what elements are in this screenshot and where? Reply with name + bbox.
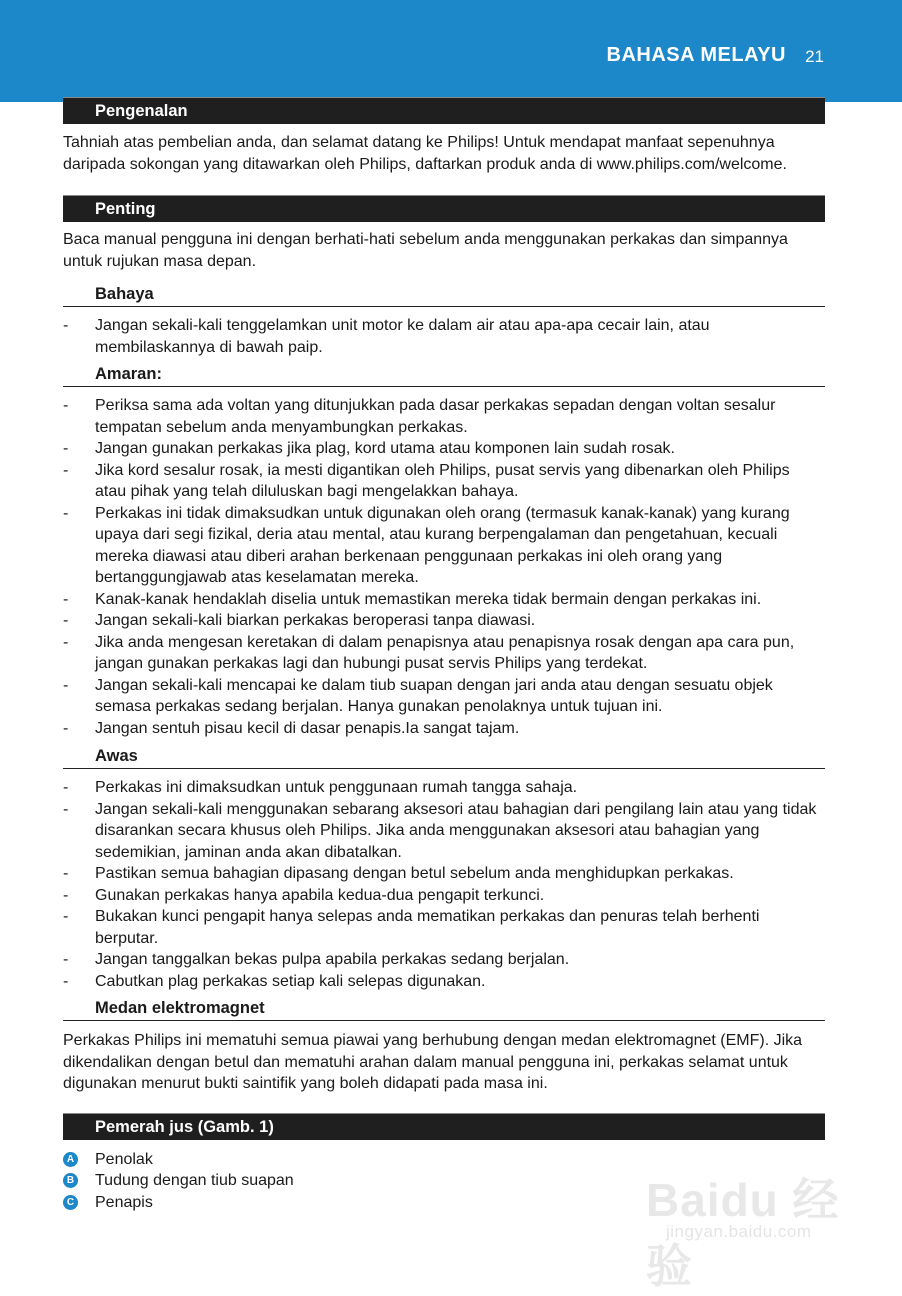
list-item: - Jangan tanggalkan bekas pulpa apabila perkakas sedang berjalan. bbox=[63, 951, 570, 968]
section-juicer-title: Pemerah jus (Gamb. 1) bbox=[63, 1113, 825, 1140]
intro-text: Tahniah atas pembelian anda, dan selamat datang ke Philips! Untuk mendapat manfaat sepenuhnya daripada sokongan yang ditawarkan oleh Philips, daftarkan produk anda di www.philips.com/welcome. bbox=[63, 134, 787, 173]
list-item: - Pastikan semua bahagian dipasang dengan betul sebelum anda menghidupkan perkakas. bbox=[63, 865, 734, 882]
page-number: 21 bbox=[805, 47, 824, 66]
legend-label: Tudung dengan tiub suapan bbox=[95, 1172, 294, 1189]
parts-legend bbox=[63, 1149, 825, 1214]
list-item: - Jika anda mengesan keretakan di dalam penapisnya atau penapisnya rosak dengan apa cara pun, jangan gunakan perkakas lagi dan hubungi pusat servis Philips yang terdekat. bbox=[63, 633, 795, 672]
header-band bbox=[0, 0, 902, 102]
important-text: Baca manual pengguna ini dengan berhati-hati sebelum anda menggunakan perkakas dan simpannya untuk rujukan masa depan. bbox=[63, 231, 788, 270]
list-item: - Periksa sama ada voltan yang ditunjukkan pada dasar perkakas sepadan dengan voltan sesalur tempatan sebelum anda menyambungkan perkakas. bbox=[63, 397, 776, 436]
list-item: - Jangan sekali-kali menggunakan sebarang aksesori atau bahagian dari pengilang lain atau yang tidak disarankan secara khusus oleh Philips. Jika anda menggunakan aksesori atau bahagian yang sedemikian, jaminan anda akan dibatalkan. bbox=[63, 800, 817, 861]
legend-label: Penolak bbox=[95, 1150, 153, 1168]
list-item: - Cabutkan plag perkakas setiap kali selepas digunakan. bbox=[63, 972, 486, 990]
language-title: BAHASA MELAYU bbox=[606, 44, 786, 66]
list-item: - Jangan sentuh pisau kecil di dasar penapis.Ia sangat tajam. bbox=[63, 719, 520, 737]
danger-list bbox=[63, 315, 825, 358]
badge-c-icon: C bbox=[63, 1195, 78, 1210]
watermark-url: jingyan.baidu.com bbox=[666, 1222, 812, 1241]
emf-text: Perkakas Philips ini mematuhi semua piawai yang berhubung dengan medan elektromagnet (EMF). Jika dikendalikan dengan betul dan mematuhi arahan dalam manual pengguna ini, perkakas selamat untuk digunakan menurut bukti saintifik yang boleh didapati pada masa ini. bbox=[63, 1032, 803, 1092]
watermark-logo: Baidu 经验 bbox=[646, 1174, 840, 1292]
list-item: - Perkakas ini dimaksudkan untuk penggunaan rumah tangga sahaja. bbox=[63, 779, 578, 796]
section-intro-title: Pengenalan bbox=[63, 97, 825, 124]
list-item: - Gunakan perkakas hanya apabila kedua-dua pengapit terkunci. bbox=[63, 886, 545, 904]
legend-label: Penapis bbox=[95, 1193, 153, 1211]
list-item: - Bukakan kunci pengapit hanya selepas anda mematikan perkakas dan penuras telah berhenti berputar. bbox=[63, 908, 760, 947]
badge-a-icon: A bbox=[63, 1152, 78, 1167]
list-item: - Perkakas ini tidak dimaksudkan untuk digunakan oleh orang (termasuk kanak-kanak) yang kurang upaya dari segi fizikal, deria atau mental, atau kurang berpengalaman dan pengetahuan, kecuali mereka diawasi atau diberi arahan berkenaan penggunaan perkakas ini oleh orang yang bertanggungjawab atas keselamatan mereka. bbox=[63, 504, 790, 586]
badge-b-icon: B bbox=[63, 1173, 78, 1188]
list-item: - Jika kord sesalur rosak, ia mesti digantikan oleh Philips, pusat servis yang dibenarkan oleh Philips atau pihak yang telah diluluskan bagi mengelakkan bahaya. bbox=[63, 461, 790, 500]
list-item: - Jangan gunakan perkakas jika plag, kord utama atau komponen lain sudah rosak. bbox=[63, 440, 675, 457]
caution-heading: Awas bbox=[63, 745, 825, 769]
legend-item bbox=[63, 1149, 825, 1171]
page-content bbox=[63, 97, 825, 1213]
legend-item bbox=[63, 1192, 825, 1214]
list-item: - Kanak-kanak hendaklah diselia untuk memastikan mereka tidak bermain dengan perkakas ini. bbox=[63, 590, 762, 608]
warning-heading: Amaran: bbox=[63, 363, 825, 387]
emf-heading: Medan elektromagnet bbox=[63, 997, 825, 1021]
list-item: - Jangan sekali-kali biarkan perkakas beroperasi tanpa diawasi. bbox=[63, 612, 536, 629]
danger-heading: Bahaya bbox=[63, 283, 825, 307]
legend-item bbox=[63, 1170, 825, 1192]
list-item: - Jangan sekali-kali mencapai ke dalam tiub suapan dengan jari anda atau dengan sesuatu objek semasa perkakas sedang berjalan. Hanya gunakan penolaknya untuk tujuan ini. bbox=[63, 676, 773, 715]
caution-list bbox=[63, 777, 825, 992]
warning-list bbox=[63, 395, 825, 739]
section-important-title: Penting bbox=[63, 195, 825, 222]
list-item: - Jangan sekali-kali tenggelamkan unit motor ke dalam air atau apa-apa cecair lain, atau membilaskannya di bawah paip. bbox=[63, 317, 710, 356]
